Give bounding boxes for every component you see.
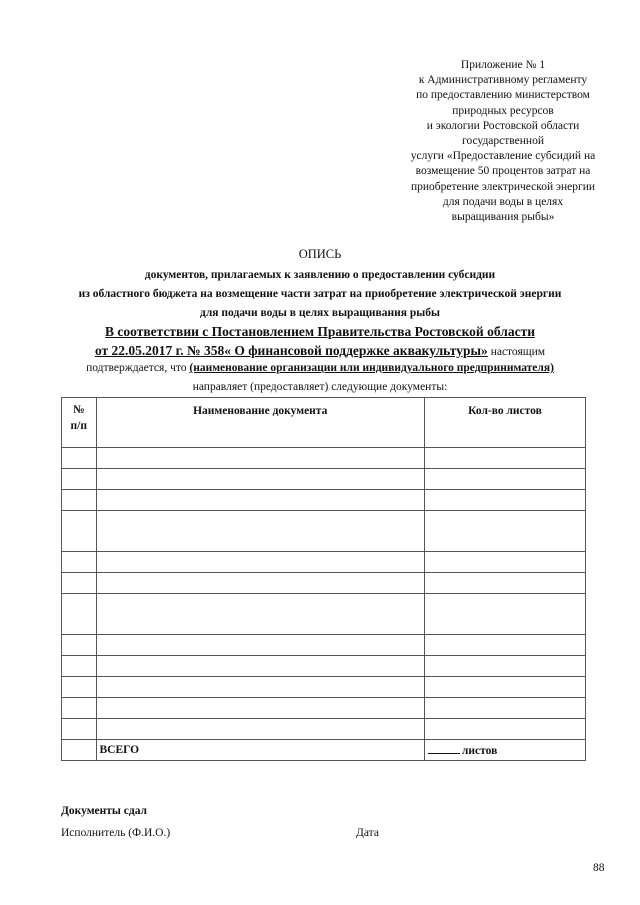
- appendix-line: к Административному регламенту: [418, 74, 588, 87]
- cell-sheet-count[interactable]: [424, 698, 585, 719]
- cell-document-name[interactable]: [96, 490, 424, 511]
- cell-document-name[interactable]: [96, 573, 424, 594]
- resolution-number: от 22.05.2017 г. № 358« О финансовой поддержке аквакультуры»: [94, 343, 488, 358]
- body-text: направляет (предоставляет) следующие документы:: [192, 381, 448, 393]
- table-total-row: [62, 740, 586, 761]
- date-label: Дата: [356, 827, 379, 839]
- header-sheet-count: Кол-во листов: [424, 398, 585, 448]
- executor-label: Исполнитель (Ф.И.О.): [61, 827, 171, 839]
- appendix-note: [388, 58, 618, 225]
- table-row: [62, 573, 586, 594]
- total-label: ВСЕГО: [96, 740, 424, 761]
- cell-sheet-count[interactable]: [424, 469, 585, 490]
- body-text: настоящим: [487, 346, 546, 358]
- total-sheet-count[interactable]: [424, 740, 585, 761]
- cell-number[interactable]: [62, 656, 97, 677]
- cell-number[interactable]: [62, 552, 97, 573]
- appendix-line: выращивания рыбы»: [451, 211, 555, 224]
- cell-sheet-count[interactable]: [424, 719, 585, 740]
- cell-number[interactable]: [62, 469, 97, 490]
- header-document-name: Наименование документа: [96, 398, 424, 448]
- total-sheets-blank[interactable]: [428, 743, 460, 754]
- table-row: [62, 656, 586, 677]
- body-text: подтверждается, что: [86, 362, 190, 374]
- cell-sheet-count[interactable]: [424, 677, 585, 698]
- cell-document-name[interactable]: [96, 635, 424, 656]
- appendix-line: природных ресурсов: [452, 104, 554, 117]
- cell-number[interactable]: [62, 573, 97, 594]
- cell-document-name[interactable]: [96, 552, 424, 573]
- table-row: [62, 511, 586, 552]
- cell-number[interactable]: [62, 594, 97, 635]
- appendix-line: Приложение № 1: [460, 59, 546, 71]
- document-subtitle-line: документов, прилагаемых к заявлению о предоставлении субсидии: [144, 269, 496, 281]
- cell-document-name[interactable]: [96, 511, 424, 552]
- cell-number[interactable]: [62, 677, 97, 698]
- appendix-line: и экологии Ростовской области: [426, 119, 580, 132]
- table-row: [62, 469, 586, 490]
- table-row: [62, 698, 586, 719]
- cell-sheet-count[interactable]: [424, 573, 585, 594]
- cell-document-name[interactable]: [96, 698, 424, 719]
- resolution-reference: В соответствии с Постановлением Правительства Ростовской области: [105, 324, 535, 339]
- appendix-line: государственной: [462, 135, 544, 148]
- header-number: [62, 398, 97, 448]
- confirmation-line: [0, 362, 640, 374]
- handed-over-label: Документы сдал: [61, 805, 148, 817]
- document-subtitle-line: для подачи воды в целях выращивания рыбы: [200, 307, 440, 319]
- table-header-row: [62, 398, 586, 448]
- header-number-line: п/п: [70, 420, 87, 432]
- cell-number[interactable]: [62, 719, 97, 740]
- appendix-line: услуги «Предоставление субсидий на: [410, 150, 596, 163]
- cell-number: [62, 740, 97, 761]
- cell-number[interactable]: [62, 635, 97, 656]
- documents-table: [61, 397, 586, 761]
- document-subtitle-line: из областного бюджета на возмещение части затрат на приобретение электрической энергии: [78, 288, 562, 300]
- header-number-line: №: [72, 404, 85, 416]
- table-row: [62, 594, 586, 635]
- cell-number[interactable]: [62, 448, 97, 469]
- cell-document-name[interactable]: [96, 677, 424, 698]
- table-row: [62, 448, 586, 469]
- page-number: 88: [593, 862, 605, 874]
- total-sheets-suffix: листов: [461, 745, 498, 757]
- cell-document-name[interactable]: [96, 469, 424, 490]
- cell-sheet-count[interactable]: [424, 635, 585, 656]
- cell-sheet-count[interactable]: [424, 594, 585, 635]
- cell-number[interactable]: [62, 698, 97, 719]
- table-row: [62, 719, 586, 740]
- appendix-line: по предоставлению министерством: [416, 89, 590, 102]
- cell-document-name[interactable]: [96, 448, 424, 469]
- resolution-date-line: [0, 342, 640, 360]
- cell-sheet-count[interactable]: [424, 511, 585, 552]
- cell-document-name[interactable]: [96, 719, 424, 740]
- cell-sheet-count[interactable]: [424, 490, 585, 511]
- appendix-line: для подачи воды в целях: [442, 195, 564, 208]
- cell-document-name[interactable]: [96, 594, 424, 635]
- cell-sheet-count[interactable]: [424, 552, 585, 573]
- cell-sheet-count[interactable]: [424, 656, 585, 677]
- table-row: [62, 552, 586, 573]
- cell-sheet-count[interactable]: [424, 448, 585, 469]
- organization-placeholder: (наименование организации или индивидуального предпринимателя): [189, 362, 554, 374]
- table-row: [62, 635, 586, 656]
- table-row: [62, 677, 586, 698]
- cell-document-name[interactable]: [96, 656, 424, 677]
- table-row: [62, 490, 586, 511]
- appendix-line: возмещение 50 процентов затрат на: [415, 165, 591, 178]
- cell-number[interactable]: [62, 511, 97, 552]
- cell-number[interactable]: [62, 490, 97, 511]
- document-title: ОПИСЬ: [298, 247, 342, 261]
- appendix-line: приобретение электрической энергии: [410, 180, 596, 193]
